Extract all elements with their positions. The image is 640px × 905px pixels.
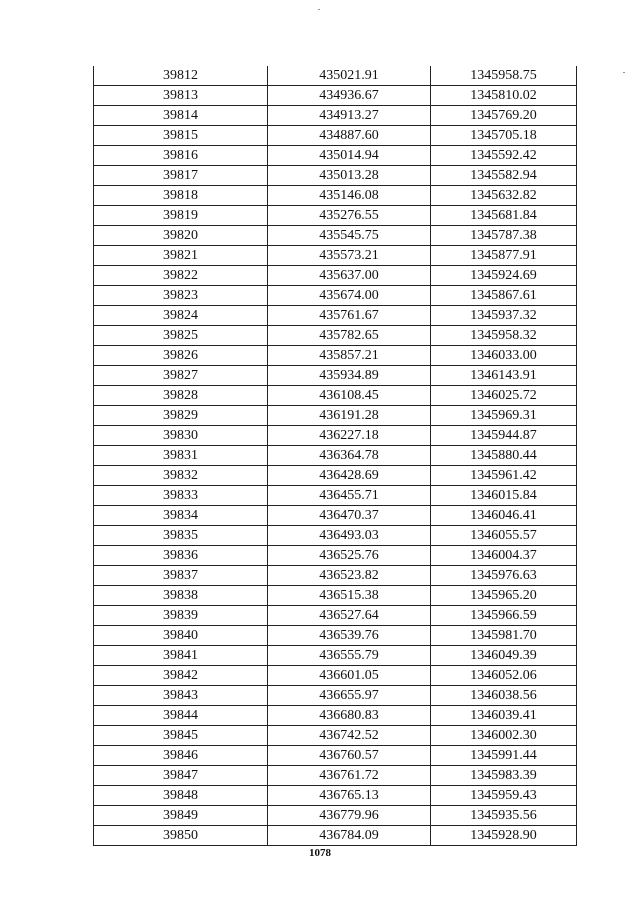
y-coordinate-cell: 1345924.69 <box>431 266 577 286</box>
x-coordinate-cell: 434936.67 <box>268 86 431 106</box>
y-coordinate-cell: 1345867.61 <box>431 286 577 306</box>
table-row <box>94 306 577 326</box>
y-coordinate-cell: 1345981.70 <box>431 626 577 646</box>
table-row <box>94 546 577 566</box>
x-coordinate-cell: 435276.55 <box>268 206 431 226</box>
table-row <box>94 806 577 826</box>
table-row <box>94 326 577 346</box>
table-row <box>94 406 577 426</box>
table-row <box>94 186 577 206</box>
table-row <box>94 666 577 686</box>
point-number-cell: 39831 <box>94 446 268 466</box>
table-row <box>94 426 577 446</box>
x-coordinate-cell: 436523.82 <box>268 566 431 586</box>
point-number-cell: 39839 <box>94 606 268 626</box>
x-coordinate-cell: 434913.27 <box>268 106 431 126</box>
x-coordinate-cell: 436515.38 <box>268 586 431 606</box>
y-coordinate-cell: 1346002.30 <box>431 726 577 746</box>
point-number-cell: 39844 <box>94 706 268 726</box>
x-coordinate-cell: 436742.52 <box>268 726 431 746</box>
y-coordinate-cell: 1345937.32 <box>431 306 577 326</box>
y-coordinate-cell: 1345810.02 <box>431 86 577 106</box>
point-number-cell: 39847 <box>94 766 268 786</box>
x-coordinate-cell: 436525.76 <box>268 546 431 566</box>
point-number-cell: 39835 <box>94 526 268 546</box>
y-coordinate-cell: 1345961.42 <box>431 466 577 486</box>
x-coordinate-cell: 436601.05 <box>268 666 431 686</box>
point-number-cell: 39823 <box>94 286 268 306</box>
x-coordinate-cell: 434887.60 <box>268 126 431 146</box>
table-row <box>94 66 577 86</box>
point-number-cell: 39830 <box>94 426 268 446</box>
coordinate-table-body <box>94 66 577 846</box>
table-row <box>94 566 577 586</box>
y-coordinate-cell: 1346004.37 <box>431 546 577 566</box>
y-coordinate-cell: 1345880.44 <box>431 446 577 466</box>
point-number-cell: 39836 <box>94 546 268 566</box>
scan-speck <box>623 72 625 73</box>
x-coordinate-cell: 435761.67 <box>268 306 431 326</box>
x-coordinate-cell: 436655.97 <box>268 686 431 706</box>
table-row <box>94 206 577 226</box>
point-number-cell: 39842 <box>94 666 268 686</box>
point-number-cell: 39840 <box>94 626 268 646</box>
point-number-cell: 39828 <box>94 386 268 406</box>
y-coordinate-cell: 1346046.41 <box>431 506 577 526</box>
y-coordinate-cell: 1345705.18 <box>431 126 577 146</box>
y-coordinate-cell: 1345592.42 <box>431 146 577 166</box>
page-number: 1078 <box>309 847 331 859</box>
x-coordinate-cell: 436760.57 <box>268 746 431 766</box>
table-row <box>94 626 577 646</box>
table-row <box>94 386 577 406</box>
y-coordinate-cell: 1345935.56 <box>431 806 577 826</box>
point-number-cell: 39820 <box>94 226 268 246</box>
y-coordinate-cell: 1345969.31 <box>431 406 577 426</box>
y-coordinate-cell: 1346143.91 <box>431 366 577 386</box>
point-number-cell: 39829 <box>94 406 268 426</box>
x-coordinate-cell: 436108.45 <box>268 386 431 406</box>
x-coordinate-cell: 436527.64 <box>268 606 431 626</box>
point-number-cell: 39818 <box>94 186 268 206</box>
x-coordinate-cell: 435857.21 <box>268 346 431 366</box>
point-number-cell: 39815 <box>94 126 268 146</box>
point-number-cell: 39813 <box>94 86 268 106</box>
point-number-cell: 39819 <box>94 206 268 226</box>
table-row <box>94 346 577 366</box>
table-row <box>94 486 577 506</box>
table-row <box>94 706 577 726</box>
x-coordinate-cell: 436765.13 <box>268 786 431 806</box>
point-number-cell: 39826 <box>94 346 268 366</box>
point-number-cell: 39812 <box>94 66 268 86</box>
x-coordinate-cell: 436784.09 <box>268 826 431 846</box>
y-coordinate-cell: 1345681.84 <box>431 206 577 226</box>
y-coordinate-cell: 1345958.75 <box>431 66 577 86</box>
x-coordinate-cell: 436470.37 <box>268 506 431 526</box>
y-coordinate-cell: 1345976.63 <box>431 566 577 586</box>
x-coordinate-cell: 436779.96 <box>268 806 431 826</box>
table-row <box>94 826 577 846</box>
point-number-cell: 39849 <box>94 806 268 826</box>
y-coordinate-cell: 1345944.87 <box>431 426 577 446</box>
x-coordinate-cell: 435021.91 <box>268 66 431 86</box>
point-number-cell: 39822 <box>94 266 268 286</box>
point-number-cell: 39845 <box>94 726 268 746</box>
table-row <box>94 606 577 626</box>
table-row <box>94 106 577 126</box>
point-number-cell: 39837 <box>94 566 268 586</box>
x-coordinate-cell: 436539.76 <box>268 626 431 646</box>
table-row <box>94 146 577 166</box>
x-coordinate-cell: 436455.71 <box>268 486 431 506</box>
point-number-cell: 39843 <box>94 686 268 706</box>
y-coordinate-cell: 1345966.59 <box>431 606 577 626</box>
table-row <box>94 246 577 266</box>
y-coordinate-cell: 1345632.82 <box>431 186 577 206</box>
x-coordinate-cell: 436555.79 <box>268 646 431 666</box>
table-row <box>94 226 577 246</box>
x-coordinate-cell: 435573.21 <box>268 246 431 266</box>
x-coordinate-cell: 435637.00 <box>268 266 431 286</box>
point-number-cell: 39846 <box>94 746 268 766</box>
table-row <box>94 446 577 466</box>
table-row <box>94 746 577 766</box>
y-coordinate-cell: 1345877.91 <box>431 246 577 266</box>
y-coordinate-cell: 1345959.43 <box>431 786 577 806</box>
y-coordinate-cell: 1345991.44 <box>431 746 577 766</box>
table-row <box>94 786 577 806</box>
y-coordinate-cell: 1346055.57 <box>431 526 577 546</box>
point-number-cell: 39833 <box>94 486 268 506</box>
y-coordinate-cell: 1345965.20 <box>431 586 577 606</box>
table-row <box>94 466 577 486</box>
y-coordinate-cell: 1346038.56 <box>431 686 577 706</box>
coordinate-table <box>93 66 577 846</box>
point-number-cell: 39825 <box>94 326 268 346</box>
y-coordinate-cell: 1346049.39 <box>431 646 577 666</box>
table-row <box>94 166 577 186</box>
x-coordinate-cell: 435545.75 <box>268 226 431 246</box>
point-number-cell: 39814 <box>94 106 268 126</box>
x-coordinate-cell: 435674.00 <box>268 286 431 306</box>
point-number-cell: 39824 <box>94 306 268 326</box>
y-coordinate-cell: 1346025.72 <box>431 386 577 406</box>
point-number-cell: 39821 <box>94 246 268 266</box>
point-number-cell: 39827 <box>94 366 268 386</box>
x-coordinate-cell: 436493.03 <box>268 526 431 546</box>
y-coordinate-cell: 1346033.00 <box>431 346 577 366</box>
x-coordinate-cell: 436227.18 <box>268 426 431 446</box>
y-coordinate-cell: 1345928.90 <box>431 826 577 846</box>
x-coordinate-cell: 435013.28 <box>268 166 431 186</box>
y-coordinate-cell: 1346052.06 <box>431 666 577 686</box>
table-row <box>94 526 577 546</box>
table-row <box>94 646 577 666</box>
x-coordinate-cell: 436680.83 <box>268 706 431 726</box>
y-coordinate-cell: 1346039.41 <box>431 706 577 726</box>
y-coordinate-cell: 1345983.39 <box>431 766 577 786</box>
point-number-cell: 39834 <box>94 506 268 526</box>
table-row <box>94 286 577 306</box>
table-row <box>94 586 577 606</box>
y-coordinate-cell: 1346015.84 <box>431 486 577 506</box>
y-coordinate-cell: 1345958.32 <box>431 326 577 346</box>
point-number-cell: 39832 <box>94 466 268 486</box>
scan-speck <box>318 9 320 10</box>
x-coordinate-cell: 435014.94 <box>268 146 431 166</box>
x-coordinate-cell: 435934.89 <box>268 366 431 386</box>
table-row <box>94 726 577 746</box>
x-coordinate-cell: 436191.28 <box>268 406 431 426</box>
table-row <box>94 86 577 106</box>
point-number-cell: 39817 <box>94 166 268 186</box>
table-row <box>94 266 577 286</box>
y-coordinate-cell: 1345769.20 <box>431 106 577 126</box>
x-coordinate-cell: 436364.78 <box>268 446 431 466</box>
x-coordinate-cell: 435782.65 <box>268 326 431 346</box>
x-coordinate-cell: 436428.69 <box>268 466 431 486</box>
table-row <box>94 766 577 786</box>
table-row <box>94 366 577 386</box>
point-number-cell: 39816 <box>94 146 268 166</box>
point-number-cell: 39841 <box>94 646 268 666</box>
point-number-cell: 39850 <box>94 826 268 846</box>
y-coordinate-cell: 1345787.38 <box>431 226 577 246</box>
y-coordinate-cell: 1345582.94 <box>431 166 577 186</box>
table-row <box>94 686 577 706</box>
table-row <box>94 126 577 146</box>
table-row <box>94 506 577 526</box>
x-coordinate-cell: 436761.72 <box>268 766 431 786</box>
point-number-cell: 39838 <box>94 586 268 606</box>
point-number-cell: 39848 <box>94 786 268 806</box>
x-coordinate-cell: 435146.08 <box>268 186 431 206</box>
